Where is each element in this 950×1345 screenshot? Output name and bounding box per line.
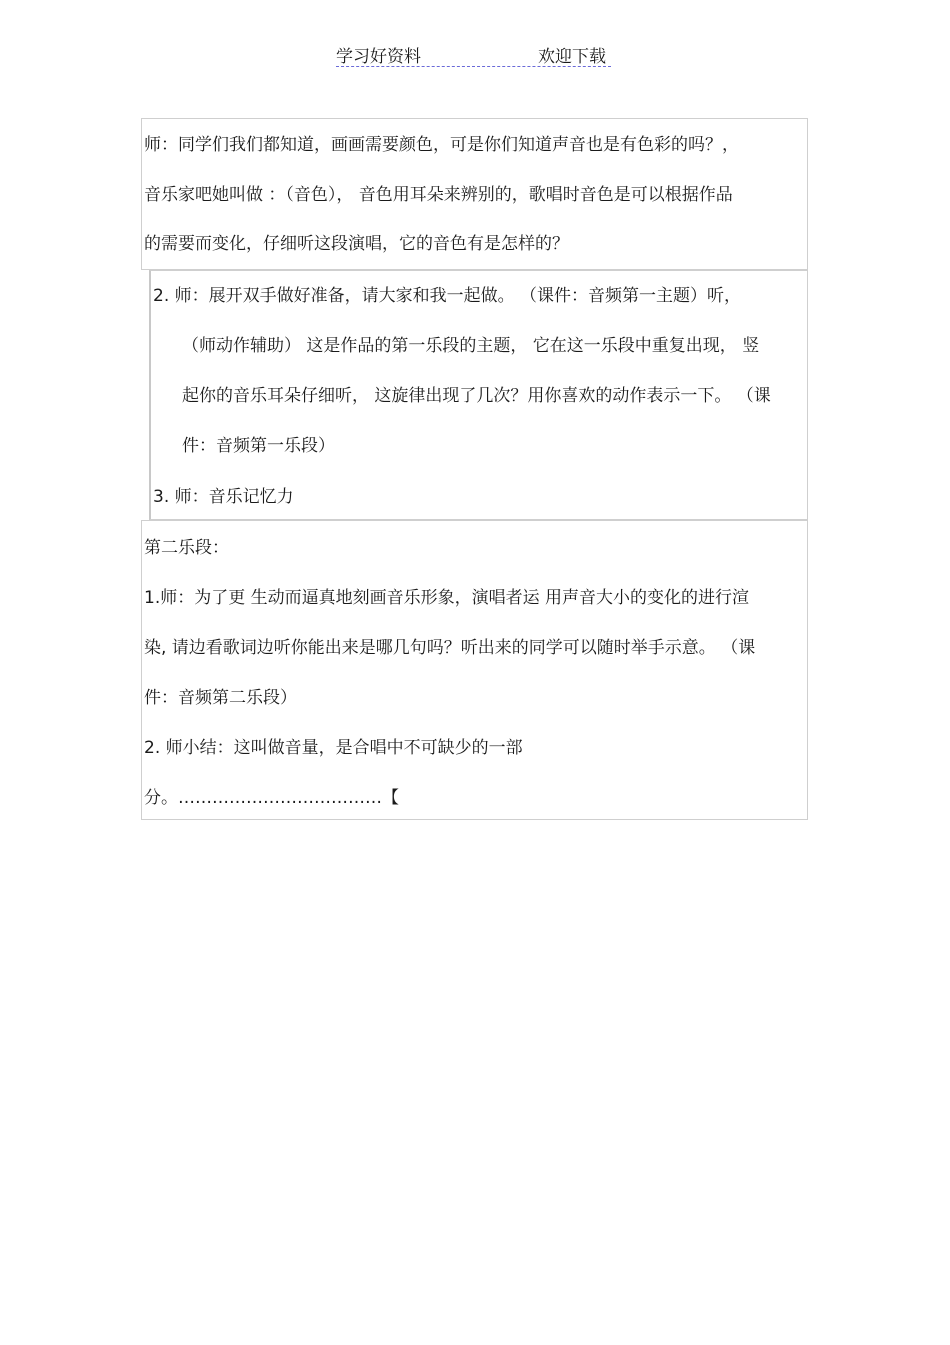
paragraph-line: 起你的音乐耳朵仔细听， 这旋律出现了几次？用你喜欢的动作表示一下。 （课 (182, 386, 771, 406)
paragraph-line: 音乐家吧她叫做 ：（音色）， 音色用耳朵来辨别的，歌唱时音色是可以根据作品 (144, 185, 733, 205)
paragraph-line: 2. 师：展开双手做好准备，请大家和我一起做。 （课件：音频第一主题）听， (153, 286, 742, 306)
paragraph-line: （师动作辅助） 这是作品的第一乐段的主题， 它在这一乐段中重复出现， 竖 (182, 336, 760, 356)
section-second-part-box (141, 520, 808, 820)
header-right-text: 欢迎下载 (538, 47, 606, 67)
paragraph-line: 1.师：为了更 生动而逼真地刻画音乐形象，演唱者运 用声音大小的变化的进行渲 (144, 588, 750, 608)
paragraph-line: 2. 师小结：这叫做音量，是合唱中不可缺少的一部 (144, 738, 523, 758)
paragraph-line: 染, 请边看歌词边听你能出来是哪几句吗？听出来的同学可以随时举手示意。 （课 (144, 638, 756, 658)
header-left-text: 学习好资料 (336, 47, 421, 67)
paragraph-line: 分。………………………………【 (144, 788, 399, 808)
page-header (336, 40, 611, 67)
paragraph-line: 件：音频第二乐段） (144, 688, 297, 708)
paragraph-line: 的需要而变化，仔细听这段演唱，它的音色有是怎样的？ (144, 234, 569, 254)
paragraph-line: 件：音频第一乐段） (182, 436, 335, 456)
section-heading: 第二乐段： (144, 538, 229, 558)
paragraph-line: 3. 师：音乐记忆力 (153, 487, 294, 507)
paragraph-line: 师：同学们我们都知道，画画需要颜色，可是你们知道声音也是有色彩的吗？， (144, 135, 739, 155)
